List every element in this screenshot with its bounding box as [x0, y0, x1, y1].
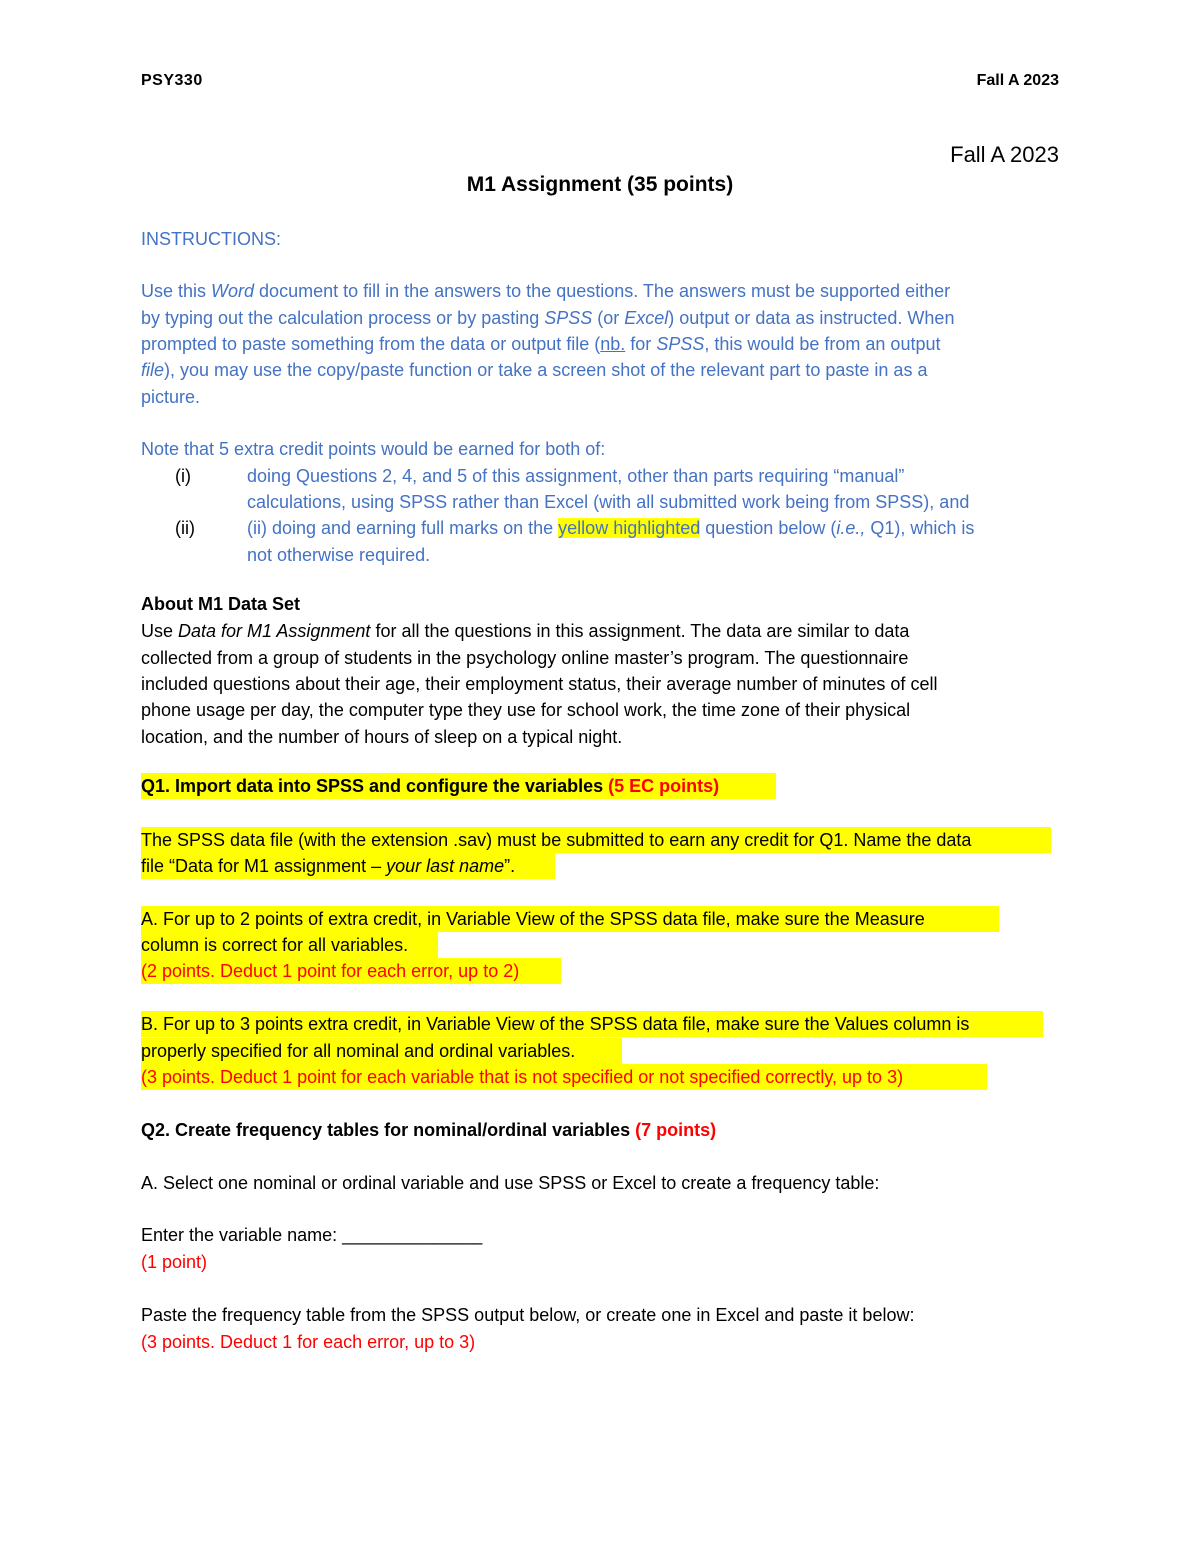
q2a-text: A. Select one nominal or ordinal variable and use SPSS or Excel to create a frequency table: [141, 1173, 880, 1193]
about-line-5: location, and the number of hours of sleep on a typical night. [141, 727, 623, 747]
q1-para-line-1: The SPSS data file (with the extension .sav) must be submitted to earn any credit for Q1. Name the data [141, 830, 972, 850]
q1a-line-2: column is correct for all variables. [141, 935, 409, 955]
q1a-line-1: A. For up to 2 points of extra credit, in Variable View of the SPSS data file, make sure the Measure [141, 909, 925, 929]
list-number-ii: (ii) [175, 518, 195, 538]
variable-name-field[interactable]: Enter the variable name: ______________ [141, 1225, 483, 1245]
page-title: M1 Assignment (35 points) [466, 173, 734, 196]
q1b-points: (3 points. Deduct 1 point for each variable that is not specified or not specified correctly, up to 3) [141, 1067, 904, 1087]
list-item-ii-line-1: (ii) doing and earning full marks on the yellow highlighted question below (i.e., Q1), which is [247, 518, 975, 538]
list-item-i-line-1: doing Questions 2, 4, and 5 of this assignment, other than parts requiring “manual” [247, 466, 905, 486]
q1-heading: Q1. Import data into SPSS and configure the variables (5 EC points) [141, 776, 720, 796]
yellow-highlight-text: yellow highlighted [558, 518, 701, 538]
variable-name-points: (1 point) [141, 1252, 208, 1272]
about-line-1: Use Data for M1 Assignment for all the questions in this assignment. The data are similar to data [141, 621, 910, 641]
instructions-line-4: file), you may use the copy/paste function or take a screen shot of the relevant part to paste in as a [141, 360, 928, 380]
title-term: Fall A 2023 [950, 142, 1059, 167]
extra-credit-note: Note that 5 extra credit points would be earned for both of: [141, 439, 606, 459]
q2-heading: Q2. Create frequency tables for nominal/ordinal variables (7 points) [141, 1120, 717, 1140]
list-number-i: (i) [175, 466, 191, 486]
header-course: PSY330 [141, 72, 203, 89]
list-item-i-line-2: calculations, using SPSS rather than Excel (with all submitted work being from SPSS), and [247, 492, 970, 512]
instructions-line-3: prompted to paste something from the data or output file (nb. for SPSS, this would be from an output [141, 334, 941, 354]
q1-para-line-2: file “Data for M1 assignment – your last name”. [141, 856, 516, 876]
instructions-line-1: Use this Word document to fill in the answers to the questions. The answers must be supported either [141, 281, 951, 301]
q1b-line-2: properly specified for all nominal and ordinal variables. [141, 1041, 576, 1061]
q1b-line-1: B. For up to 3 points extra credit, in Variable View of the SPSS data file, make sure the Values column is [141, 1014, 970, 1034]
paste-points: (3 points. Deduct 1 for each error, up to 3) [141, 1332, 476, 1352]
instructions-line-2: by typing out the calculation process or by pasting SPSS (or Excel) output or data as instructed. When [141, 308, 955, 328]
about-heading: About M1 Data Set [141, 594, 301, 614]
instructions-heading: INSTRUCTIONS: [141, 229, 282, 249]
about-line-2: collected from a group of students in the psychology online master’s program. The questionnaire [141, 648, 909, 668]
instructions-line-5: picture. [141, 387, 201, 407]
about-line-3: included questions about their age, their employment status, their average number of minutes of cell [141, 674, 938, 694]
paste-instruction: Paste the frequency table from the SPSS output below, or create one in Excel and paste it below: [141, 1305, 915, 1325]
list-item-ii-line-2: not otherwise required. [247, 545, 431, 565]
q1a-points: (2 points. Deduct 1 point for each error, up to 2) [141, 961, 520, 981]
about-line-4: phone usage per day, the computer type they use for school work, the time zone of their physical [141, 700, 911, 720]
header-term: Fall A 2023 [976, 72, 1059, 89]
